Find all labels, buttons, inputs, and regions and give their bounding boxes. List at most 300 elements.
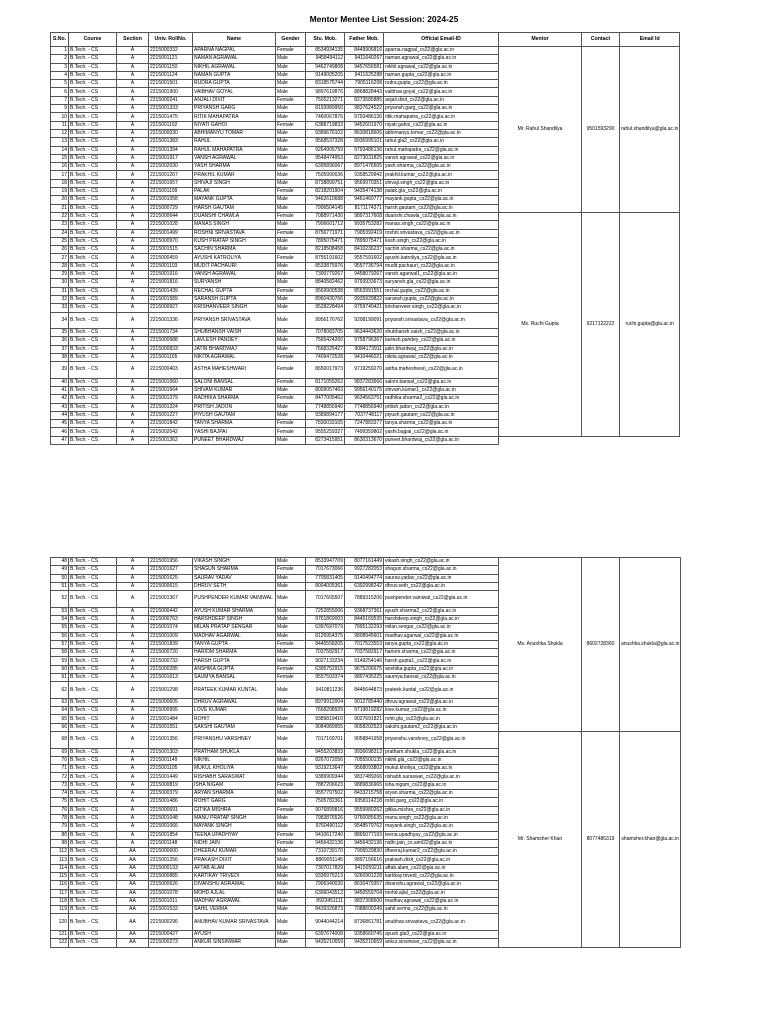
student-mobile-cell: 8009057463: [306, 386, 345, 394]
roll-no-cell: 2215001367: [149, 591, 193, 608]
header-row: [51, 33, 680, 47]
father-mobile-cell: 9208199091: [345, 312, 384, 329]
email-cell: priyanshu.varshney_cs22@gla.ac.in: [384, 732, 499, 749]
roll-no-cell: 2215001900: [149, 88, 193, 96]
mentor-cell: Ms. Anushka Shukla: [499, 558, 582, 732]
student-mobile-cell: 7906340030: [306, 881, 345, 889]
email-cell: harshdeep.singh_cs22@gla.ac.in: [384, 615, 499, 623]
email-cell: ayush.sharma2_cs22@gla.ac.in: [384, 607, 499, 615]
email-cell: saumya.bansal_cs22@gla.ac.in: [384, 674, 499, 682]
section-cell: A: [117, 47, 149, 55]
section-cell: A: [117, 582, 149, 590]
father-mobile-cell: 9793933673: [345, 279, 384, 287]
gender-cell: Male: [276, 163, 306, 171]
table-row: [51, 436, 680, 444]
name-cell: PRIYANSHU VARSHNEY: [193, 732, 276, 749]
name-cell: ROHIT: [193, 715, 276, 723]
gender-cell: Male: [276, 790, 306, 798]
roll-no-cell: 2215000379: [149, 790, 193, 798]
gender-cell: Male: [276, 624, 306, 632]
section-cell: A: [117, 96, 149, 104]
father-mobile-cell: 8077161449: [345, 558, 384, 566]
course-cell: B.Tech. - CS: [69, 607, 117, 615]
father-mobile-cell: 7055500135: [345, 756, 384, 764]
name-cell: SAKSHI GAUTAM: [193, 723, 276, 731]
father-mobile-cell: 8433215758: [345, 790, 384, 798]
gender-cell: Male: [276, 715, 306, 723]
gender-cell: Male: [276, 105, 306, 113]
gender-cell: Male: [276, 179, 306, 187]
roll-no-cell: 2215000732: [149, 657, 193, 665]
father-mobile-cell: 9837489266: [345, 773, 384, 781]
name-cell: PRIYANSH GARG: [193, 105, 276, 113]
name-cell: DHRUV SETH: [193, 582, 276, 590]
section-cell: A: [117, 411, 149, 419]
roll-no-cell: 2215000285: [149, 665, 193, 673]
gender-cell: Male: [276, 873, 306, 881]
father-mobile-cell: 8736861781: [345, 914, 384, 931]
roll-no-cell: 2215001121: [149, 55, 193, 63]
section-cell: AA: [117, 914, 149, 931]
email-cell: vikash.singh_cs22@gla.ac.in: [384, 558, 499, 566]
section-cell: AA: [117, 889, 149, 897]
father-mobile-cell: 8563991551: [345, 287, 384, 295]
name-cell: ASTHA MAHESHWARI: [193, 362, 276, 379]
student-mobile-cell: 8533947709: [306, 558, 345, 566]
gender-cell: Male: [276, 591, 306, 608]
father-mobile-cell: 9368737361: [345, 607, 384, 615]
sno-cell: 116: [51, 881, 69, 889]
father-mobile-cell: 9559980262: [345, 806, 384, 814]
father-mobile-cell: 9140494774: [345, 574, 384, 582]
section-cell: A: [117, 566, 149, 574]
student-mobile-cell: 8439326873: [306, 906, 345, 914]
father-mobile-cell: 9634443620: [345, 329, 384, 337]
section-cell: A: [117, 814, 149, 822]
course-cell: B.Tech. - CS: [69, 129, 117, 137]
roll-no-cell: 2215001917: [149, 154, 193, 162]
name-cell: MOHD AJLAL: [193, 889, 276, 897]
student-mobile-cell: 7505990036: [306, 171, 345, 179]
gender-cell: Male: [276, 329, 306, 337]
name-cell: NIDHI JAIN: [193, 839, 276, 847]
father-mobile-cell: 7895132293: [345, 624, 384, 632]
course-cell: B.Tech. - CS: [69, 873, 117, 881]
student-mobile-cell: 7017169701: [306, 732, 345, 749]
section-cell: A: [117, 798, 149, 806]
father-mobile-cell: 8445169535: [345, 615, 384, 623]
student-mobile-cell: 7906601712: [306, 221, 345, 229]
course-cell: B.Tech. - CS: [69, 71, 117, 79]
mentee-table-1: [50, 32, 680, 445]
name-cell: HARIOM SHARMA: [193, 649, 276, 657]
gender-cell: Female: [276, 839, 306, 847]
name-cell: SALONI BANSAL: [193, 378, 276, 386]
father-mobile-cell: 9058202523: [345, 723, 384, 731]
gender-cell: Male: [276, 237, 306, 245]
course-cell: B.Tech. - CS: [69, 682, 117, 699]
section-cell: A: [117, 262, 149, 270]
section-cell: A: [117, 831, 149, 839]
email-cell: lavlesh.pandey_cs22@gla.ac.in: [384, 337, 499, 345]
sno-cell: 19: [51, 188, 69, 196]
sno-cell: 63: [51, 698, 69, 706]
gender-cell: Female: [276, 287, 306, 295]
name-cell: KARTIKAY TRIVEDI: [193, 873, 276, 881]
roll-no-cell: 2215000615: [149, 582, 193, 590]
email-cell: shagun.sharma_cs22@gla.ac.in: [384, 566, 499, 574]
sno-cell: 15: [51, 154, 69, 162]
section-cell: A: [117, 732, 149, 749]
gender-cell: Male: [276, 154, 306, 162]
course-cell: B.Tech. - CS: [69, 171, 117, 179]
student-mobile-cell: 7906504145: [306, 204, 345, 212]
name-cell: LAVLESH PANDEY: [193, 337, 276, 345]
sno-cell: 16: [51, 163, 69, 171]
gender-cell: Male: [276, 848, 306, 856]
sno-cell: 18: [51, 179, 69, 187]
gender-cell: Female: [276, 806, 306, 814]
name-cell: AFTAB ALAM: [193, 864, 276, 872]
email-cell: sachin.sharma_cs22@gla.ac.in: [384, 246, 499, 254]
sno-cell: 120: [51, 914, 69, 931]
name-cell: MADHAV AGRAWAL: [193, 897, 276, 905]
course-cell: B.Tech. - CS: [69, 212, 117, 220]
section-cell: A: [117, 171, 149, 179]
roll-no-cell: 2215001298: [149, 682, 193, 699]
header-contact: Contact: [582, 33, 620, 47]
gender-cell: Female: [276, 362, 306, 379]
student-mobile-cell: 9761869003: [306, 615, 345, 623]
name-cell: RITIK MAHAPATRA: [193, 113, 276, 121]
gender-cell: Male: [276, 55, 306, 63]
roll-no-cell: 2215001303: [149, 748, 193, 756]
name-cell: AYUSHI KATROLIYA: [193, 254, 276, 262]
student-mobile-cell: 7505782361: [306, 798, 345, 806]
student-mobile-cell: 9389894177: [306, 411, 345, 419]
section-cell: A: [117, 312, 149, 329]
sno-cell: 58: [51, 649, 69, 657]
father-mobile-cell: 9058841658: [345, 732, 384, 749]
sno-cell: 68: [51, 732, 69, 749]
father-mobile-cell: 9358114218: [345, 798, 384, 806]
sno-cell: 32: [51, 295, 69, 303]
student-mobile-cell: 9569900538: [306, 287, 345, 295]
name-cell: SACHIN SHARMA: [193, 246, 276, 254]
name-cell: ANJALI DIXIT: [193, 96, 276, 104]
sno-cell: 113: [51, 856, 69, 864]
email-cell: mukul.kholiya_cs22@gla.ac.in: [384, 765, 499, 773]
course-cell: B.Tech. - CS: [69, 88, 117, 96]
father-mobile-cell: 9456432136: [345, 839, 384, 847]
name-cell: PRAKASH DIXIT: [193, 856, 276, 864]
roll-no-cell: 2215001192: [149, 121, 193, 129]
student-mobile-cell: 9044044214: [306, 914, 345, 931]
email-cell: vaibhav.goyal_cs22@gla.ac.in: [384, 88, 499, 96]
roll-no-cell: 2215001854: [149, 831, 193, 839]
section-cell: A: [117, 237, 149, 245]
father-mobile-cell: 7889315206: [345, 591, 384, 608]
gender-cell: Male: [276, 262, 306, 270]
sno-cell: 10: [51, 113, 69, 121]
gender-cell: Male: [276, 171, 306, 179]
name-cell: SHAGUN SHARMA: [193, 566, 276, 574]
section-cell: A: [117, 188, 149, 196]
course-cell: B.Tech. - CS: [69, 121, 117, 129]
student-mobile-cell: 6395896067: [306, 163, 345, 171]
father-mobile-cell: 7906529830: [345, 848, 384, 856]
roll-no-cell: 2215000133: [149, 864, 193, 872]
roll-no-cell: 2215001028: [149, 221, 193, 229]
email-cell: rishabh.saraswat_cs22@gla.ac.in: [384, 773, 499, 781]
student-mobile-cell: 8923451111: [306, 897, 345, 905]
name-cell: MUKUL KHOLIYA: [193, 765, 276, 773]
father-mobile-cell: 7895075471: [345, 237, 384, 245]
roll-no-cell: 2215001103: [149, 262, 193, 270]
name-cell: PUSHPENDER KUMAR VAINIWAL: [193, 591, 276, 608]
gender-cell: Male: [276, 939, 306, 947]
student-mobile-cell: 8756771971: [306, 229, 345, 237]
section-cell: A: [117, 254, 149, 262]
section-cell: A: [117, 80, 149, 88]
roll-no-cell: 2215000332: [149, 47, 193, 55]
sno-cell: 75: [51, 798, 69, 806]
name-cell: RAHUL MAHAPATRA: [193, 146, 276, 154]
roll-no-cell: 2215001956: [149, 558, 193, 566]
section-cell: A: [117, 345, 149, 353]
email-cell: mayank.singh_cs22@gla.ac.in: [384, 823, 499, 831]
gender-cell: Male: [276, 146, 306, 154]
name-cell: ISHA NIGAM: [193, 781, 276, 789]
email-cell: rohit.gla_cs22@gla.ac.in: [384, 715, 499, 723]
gender-cell: Male: [276, 632, 306, 640]
header-student-mobile: Stu. Mob.: [306, 33, 345, 47]
sno-cell: 4: [51, 71, 69, 79]
course-cell: B.Tech. - CS: [69, 649, 117, 657]
father-mobile-cell: 8273585885: [345, 96, 384, 104]
student-mobile-cell: 9455203833: [306, 748, 345, 756]
student-mobile-cell: 6395752915: [306, 665, 345, 673]
course-cell: B.Tech. - CS: [69, 80, 117, 88]
sno-cell: 38: [51, 353, 69, 361]
section-cell: A: [117, 113, 149, 121]
father-mobile-cell: 9012785440: [345, 698, 384, 706]
student-mobile-cell: 8267072056: [306, 756, 345, 764]
father-mobile-cell: 9411640267: [345, 55, 384, 63]
student-mobile-cell: 7705831405: [306, 574, 345, 582]
section-cell: A: [117, 386, 149, 394]
sno-cell: 118: [51, 897, 69, 905]
course-cell: B.Tech. - CS: [69, 262, 117, 270]
gender-cell: Male: [276, 881, 306, 889]
gender-cell: Male: [276, 138, 306, 146]
name-cell: PUNEET BHARDWAJ: [193, 436, 276, 444]
section-cell: A: [117, 806, 149, 814]
table-row: [51, 732, 681, 749]
student-mobile-cell: 6388719832: [306, 121, 345, 129]
email-cell: nikhil.gla_cs22@gla.ac.in: [384, 756, 499, 764]
sno-cell: 35: [51, 329, 69, 337]
sno-cell: 27: [51, 254, 69, 262]
gender-cell: Male: [276, 682, 306, 699]
gender-cell: Male: [276, 411, 306, 419]
email-cell: nikhil.agrawal_cs22@gla.ac.in: [384, 63, 499, 71]
student-mobile-cell: 8738899751: [306, 179, 345, 187]
course-cell: B.Tech. - CS: [69, 304, 117, 312]
course-cell: B.Tech. - CS: [69, 790, 117, 798]
name-cell: MAYANK GUPTA: [193, 196, 276, 204]
gender-cell: Male: [276, 80, 306, 88]
name-cell: PRIYANSH SRIVASTAVA: [193, 312, 276, 329]
email-cell: shubhansh.vaish_cs22@gla.ac.in: [384, 329, 499, 337]
mentor-email-cell: shamsher.khan@gla.ac.in: [620, 732, 681, 948]
sno-cell: 31: [51, 287, 69, 295]
gender-cell: Female: [276, 96, 306, 104]
gender-cell: Female: [276, 188, 306, 196]
student-mobile-cell: 8960430766: [306, 295, 345, 303]
father-mobile-cell: 7905116208: [345, 80, 384, 88]
sno-cell: 13: [51, 138, 69, 146]
roll-no-cell: 2215001551: [149, 723, 193, 731]
course-cell: B.Tech. - CS: [69, 657, 117, 665]
email-cell: dhruv.seth_cs22@gla.ac.in: [384, 582, 499, 590]
course-cell: B.Tech. - CS: [69, 395, 117, 403]
header-section: Section: [117, 33, 149, 47]
section-cell: A: [117, 403, 149, 411]
sno-cell: 43: [51, 403, 69, 411]
email-cell: ayushi.katroliya_cs22@gla.ac.in: [384, 254, 499, 262]
gender-cell: Female: [276, 212, 306, 220]
gender-cell: Male: [276, 607, 306, 615]
course-cell: B.Tech. - CS: [69, 665, 117, 673]
name-cell: MANU PRATAP SINGH: [193, 814, 276, 822]
student-mobile-cell: 7460067876: [306, 113, 345, 121]
name-cell: DIVANSHU AGRAWAL: [193, 881, 276, 889]
roll-no-cell: 2215001336: [149, 312, 193, 329]
name-cell: ANKUR SINSINWAR: [193, 939, 276, 947]
gender-cell: Female: [276, 254, 306, 262]
gender-cell: Male: [276, 897, 306, 905]
course-cell: B.Tech. - CS: [69, 823, 117, 831]
sno-cell: 122: [51, 939, 69, 947]
gender-cell: Male: [276, 756, 306, 764]
roll-no-cell: 2215000885: [149, 873, 193, 881]
father-mobile-cell: 9808945601: [345, 632, 384, 640]
sno-cell: 22: [51, 212, 69, 220]
sno-cell: 21: [51, 204, 69, 212]
father-mobile-cell: 9935929822: [345, 295, 384, 303]
roll-no-cell: 2215001256: [149, 856, 193, 864]
email-cell: palak.gla_cs22@gla.ac.in: [384, 188, 499, 196]
gender-cell: Female: [276, 378, 306, 386]
roll-no-cell: 2215002042: [149, 428, 193, 436]
mentor-contact-cell: 9217122222: [582, 212, 620, 436]
father-mobile-cell: 9084173911: [345, 345, 384, 353]
email-cell: anshika.gupta_cs22@gla.ac.in: [384, 665, 499, 673]
course-cell: B.Tech. - CS: [69, 640, 117, 648]
name-cell: NIKHIL AGRAWAL: [193, 63, 276, 71]
gender-cell: Male: [276, 337, 306, 345]
roll-no-cell: 2215000763: [149, 615, 193, 623]
name-cell: MUDIT PACHAURI: [193, 262, 276, 270]
section-cell: A: [117, 71, 149, 79]
course-cell: B.Tech. - CS: [69, 624, 117, 632]
mentee-table-2: [50, 557, 681, 948]
father-mobile-cell: 9793486136: [345, 113, 384, 121]
father-mobile-cell: 8630313670: [345, 436, 384, 444]
gender-cell: Male: [276, 856, 306, 864]
section-cell: A: [117, 781, 149, 789]
course-cell: B.Tech. - CS: [69, 732, 117, 749]
roll-no-cell: 2215001011: [149, 897, 193, 905]
email-cell: shivam.kumar1_cs22@gla.ac.in: [384, 386, 499, 394]
student-mobile-cell: 9027133234: [306, 657, 345, 665]
father-mobile-cell: 6392998242: [345, 582, 384, 590]
roll-no-cell: 2215001589: [149, 295, 193, 303]
roll-no-cell: 2215001532: [149, 906, 193, 914]
gender-cell: Male: [276, 279, 306, 287]
roll-no-cell: 2215001499: [149, 229, 193, 237]
sno-cell: 50: [51, 574, 69, 582]
roll-no-cell: 2215001475: [149, 113, 193, 121]
email-cell: priyansh.garg_cs22@gla.ac.in: [384, 105, 499, 113]
header-mentor: Mentor: [499, 33, 582, 47]
name-cell: JATIN BHARDWAJ: [193, 345, 276, 353]
student-mobile-cell: 7748856940: [306, 403, 345, 411]
course-cell: B.Tech. - CS: [69, 806, 117, 814]
roll-no-cell: 2215000720: [149, 649, 193, 657]
roll-no-cell: 2215001333: [149, 105, 193, 113]
student-mobile-cell: 8218201904: [306, 188, 345, 196]
gender-cell: Male: [276, 773, 306, 781]
name-cell: VAIBHAV GOYAL: [193, 88, 276, 96]
student-mobile-cell: 9456432136: [306, 839, 345, 847]
course-cell: B.Tech. - CS: [69, 707, 117, 715]
course-cell: B.Tech. - CS: [69, 96, 117, 104]
roll-no-cell: 2215001383: [149, 138, 193, 146]
student-mobile-cell: 8126954375: [306, 632, 345, 640]
email-cell: radhika.sharma2_cs22@gla.ac.in: [384, 395, 499, 403]
section-cell: A: [117, 723, 149, 731]
sno-cell: 114: [51, 864, 69, 872]
sno-cell: 57: [51, 640, 69, 648]
course-cell: B.Tech. - CS: [69, 353, 117, 361]
name-cell: APARNA NAGPAL: [193, 47, 276, 55]
roll-no-cell: 2215001150: [149, 63, 193, 71]
father-mobile-cell: 7247883377: [345, 420, 384, 428]
student-mobile-cell: 8004005361: [306, 582, 345, 590]
sno-cell: 49: [51, 566, 69, 574]
roll-no-cell: 2215000403: [149, 362, 193, 379]
student-mobile-cell: 9336975213: [306, 873, 345, 881]
student-mobile-cell: 7565424260: [306, 337, 345, 345]
email-cell: priyansh.srivastava_cs22@gla.ac.in: [384, 312, 499, 329]
roll-no-cell: 2215001916: [149, 271, 193, 279]
name-cell: DUANSHI CHAWLA: [193, 212, 276, 220]
father-mobile-cell: 9260901228: [345, 873, 384, 881]
student-mobile-cell: 8318575744: [306, 80, 345, 88]
email-cell: vansh.agrawal_cs22@gla.ac.in: [384, 154, 499, 162]
father-mobile-cell: 9897317608: [345, 212, 384, 220]
name-cell: SAURAV YADAV: [193, 574, 276, 582]
section-cell: A: [117, 212, 149, 220]
email-cell: aryan.sharma_cs22@gla.ac.in: [384, 790, 499, 798]
email-cell: rahul.mahapatra_cs22@gla.ac.in: [384, 146, 499, 154]
section-cell: A: [117, 649, 149, 657]
email-cell: aftab.alam_cs22@gla.ac.in: [384, 864, 499, 872]
roll-no-cell: 2215001362: [149, 436, 193, 444]
roll-no-cell: 2215001149: [149, 756, 193, 764]
